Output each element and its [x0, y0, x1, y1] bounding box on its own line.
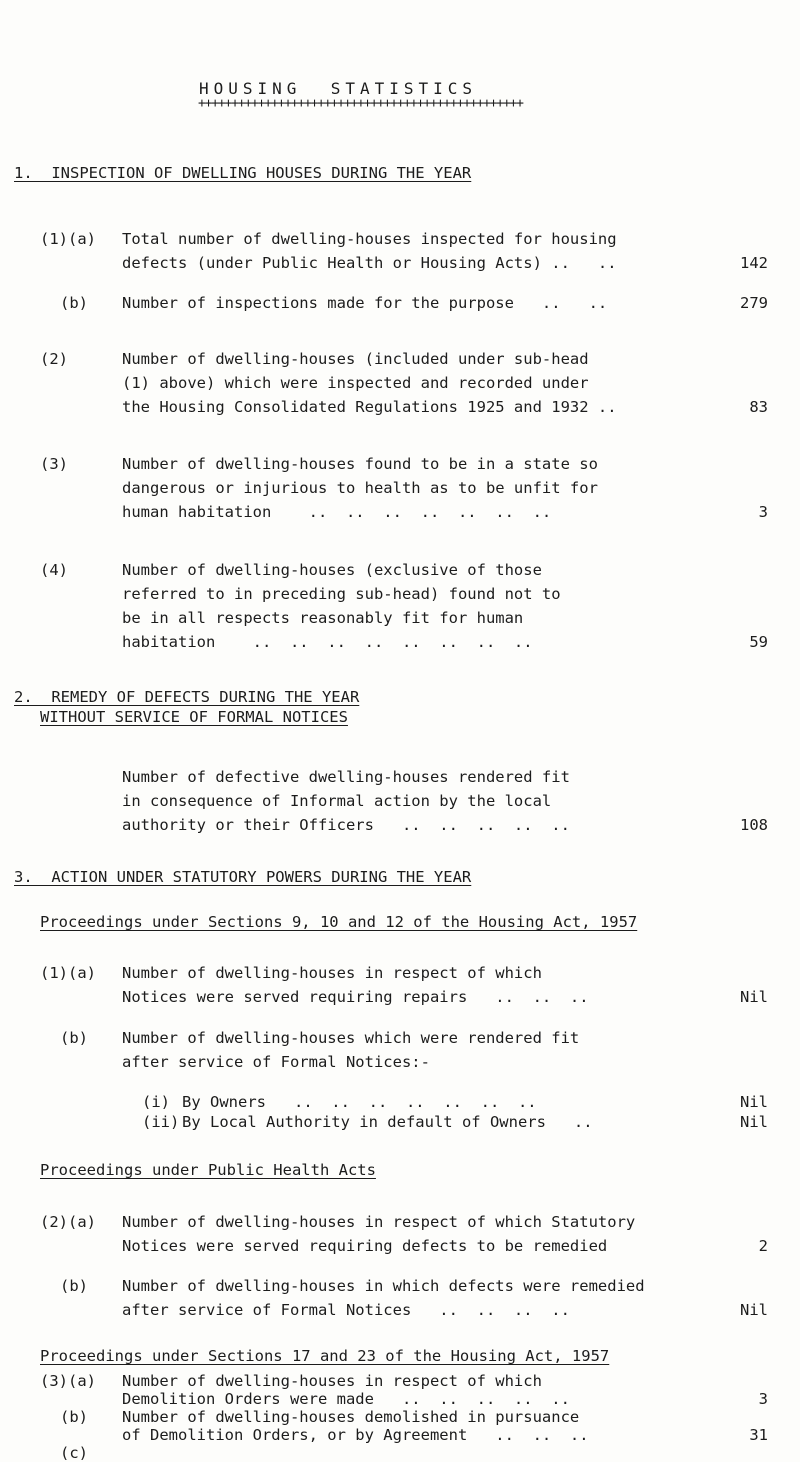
item-text: Total number of dwelling-houses inspected for housing — [122, 230, 617, 248]
item-text: Number of dwelling-houses found to be in a state so — [122, 455, 598, 473]
item-value: Nil — [740, 1301, 768, 1319]
item-label: (ii) — [142, 1113, 180, 1131]
item-value: 2 — [758, 1237, 768, 1255]
item-value: 108 — [740, 816, 768, 834]
item-label: (1)(a) — [40, 230, 96, 248]
title-rule: +++++++++++++++++++++++++++++++++++++++++++++++++ — [198, 96, 523, 111]
item-text: (1) above) which were inspected and recorded under — [122, 374, 589, 392]
item-text: after service of Formal Notices:- — [122, 1053, 430, 1071]
item-text: Notices were served requiring repairs .. .. .. — [122, 988, 589, 1006]
item-value: 31 — [749, 1426, 768, 1444]
item-text: in consequence of Informal action by the local — [122, 792, 552, 810]
item-text: be in all respects reasonably fit for human — [122, 609, 524, 627]
item-value: 3 — [758, 1390, 768, 1408]
item-text: referred to in preceding sub-head) found not to — [122, 585, 561, 603]
section-2-subheading: WITHOUT SERVICE OF FORMAL NOTICES — [40, 708, 348, 726]
item-value: 59 — [749, 633, 768, 651]
item-text: habitation .. .. .. .. .. .. .. .. — [122, 633, 533, 651]
item-label: (b) — [60, 1408, 88, 1426]
item-text: Number of dwelling-houses in respect of which — [122, 1372, 542, 1390]
item-value: Nil — [740, 1113, 768, 1131]
subsection-heading: Proceedings under Sections 17 and 23 of the Housing Act, 1957 — [40, 1347, 610, 1365]
item-value: 3 — [758, 503, 768, 521]
item-text: Number of inspections made for the purpose .. .. — [122, 294, 608, 312]
item-text: Number of dwelling-houses in respect of which Statutory — [122, 1213, 636, 1231]
item-label: (2) — [40, 350, 68, 368]
section-2-heading: 2. REMEDY OF DEFECTS DURING THE YEAR — [14, 688, 360, 706]
item-text: Number of dwelling-houses in respect of which — [122, 964, 542, 982]
item-value: Nil — [740, 988, 768, 1006]
subsection-heading: Proceedings under Public Health Acts — [40, 1161, 376, 1179]
item-label: (2)(a) — [40, 1213, 96, 1231]
item-text: human habitation .. .. .. .. .. .. .. — [122, 503, 552, 521]
item-text: Number of dwelling-houses (included under sub-head — [122, 350, 589, 368]
item-label: (i) — [142, 1093, 170, 1111]
item-text: Number of dwelling-houses in which defects were remedied — [122, 1277, 645, 1295]
item-text: defects (under Public Health or Housing Acts) .. .. — [122, 254, 617, 272]
item-text: the Housing Consolidated Regulations 1925 and 1932 .. — [122, 398, 617, 416]
item-value: Nil — [740, 1093, 768, 1111]
item-text: Number of dwelling-houses which were rendered fit — [122, 1029, 580, 1047]
item-text: By Local Authority in default of Owners .. — [182, 1113, 593, 1131]
item-text: By Owners .. .. .. .. .. .. .. — [182, 1093, 537, 1111]
item-label: (b) — [60, 1029, 88, 1047]
item-text: dangerous or injurious to health as to be unfit for — [122, 479, 598, 497]
item-text: authority or their Officers .. .. .. .. .. — [122, 816, 570, 834]
item-text: Demolition Orders were made .. .. .. .. .. — [122, 1390, 570, 1408]
item-label: (c) — [60, 1444, 88, 1462]
subsection-heading: Proceedings under Sections 9, 10 and 12 of the Housing Act, 1957 — [40, 913, 638, 931]
item-value: 142 — [740, 254, 768, 272]
item-text: Number of dwelling-houses (exclusive of those — [122, 561, 542, 579]
item-text: Notices were served requiring defects to be remedied — [122, 1237, 608, 1255]
page-title: HOUSING STATISTICS — [199, 79, 478, 98]
section-1-heading: 1. INSPECTION OF DWELLING HOUSES DURING THE YEAR — [14, 164, 472, 182]
item-text: Number of dwelling-houses demolished in pursuance — [122, 1408, 580, 1426]
item-label: (1)(a) — [40, 964, 96, 982]
item-label: (b) — [60, 1277, 88, 1295]
item-label: (4) — [40, 561, 68, 579]
item-value: 279 — [740, 294, 768, 312]
item-label: (3) — [40, 455, 68, 473]
item-text: after service of Formal Notices .. .. .. .. — [122, 1301, 570, 1319]
item-label: (3)(a) — [40, 1372, 96, 1390]
item-label: (b) — [60, 294, 88, 312]
item-text: Number of defective dwelling-houses rendered fit — [122, 768, 570, 786]
section-3-heading: 3. ACTION UNDER STATUTORY POWERS DURING THE YEAR — [14, 868, 472, 886]
item-value: 83 — [749, 398, 768, 416]
item-text: of Demolition Orders, or by Agreement .. .. .. — [122, 1426, 589, 1444]
